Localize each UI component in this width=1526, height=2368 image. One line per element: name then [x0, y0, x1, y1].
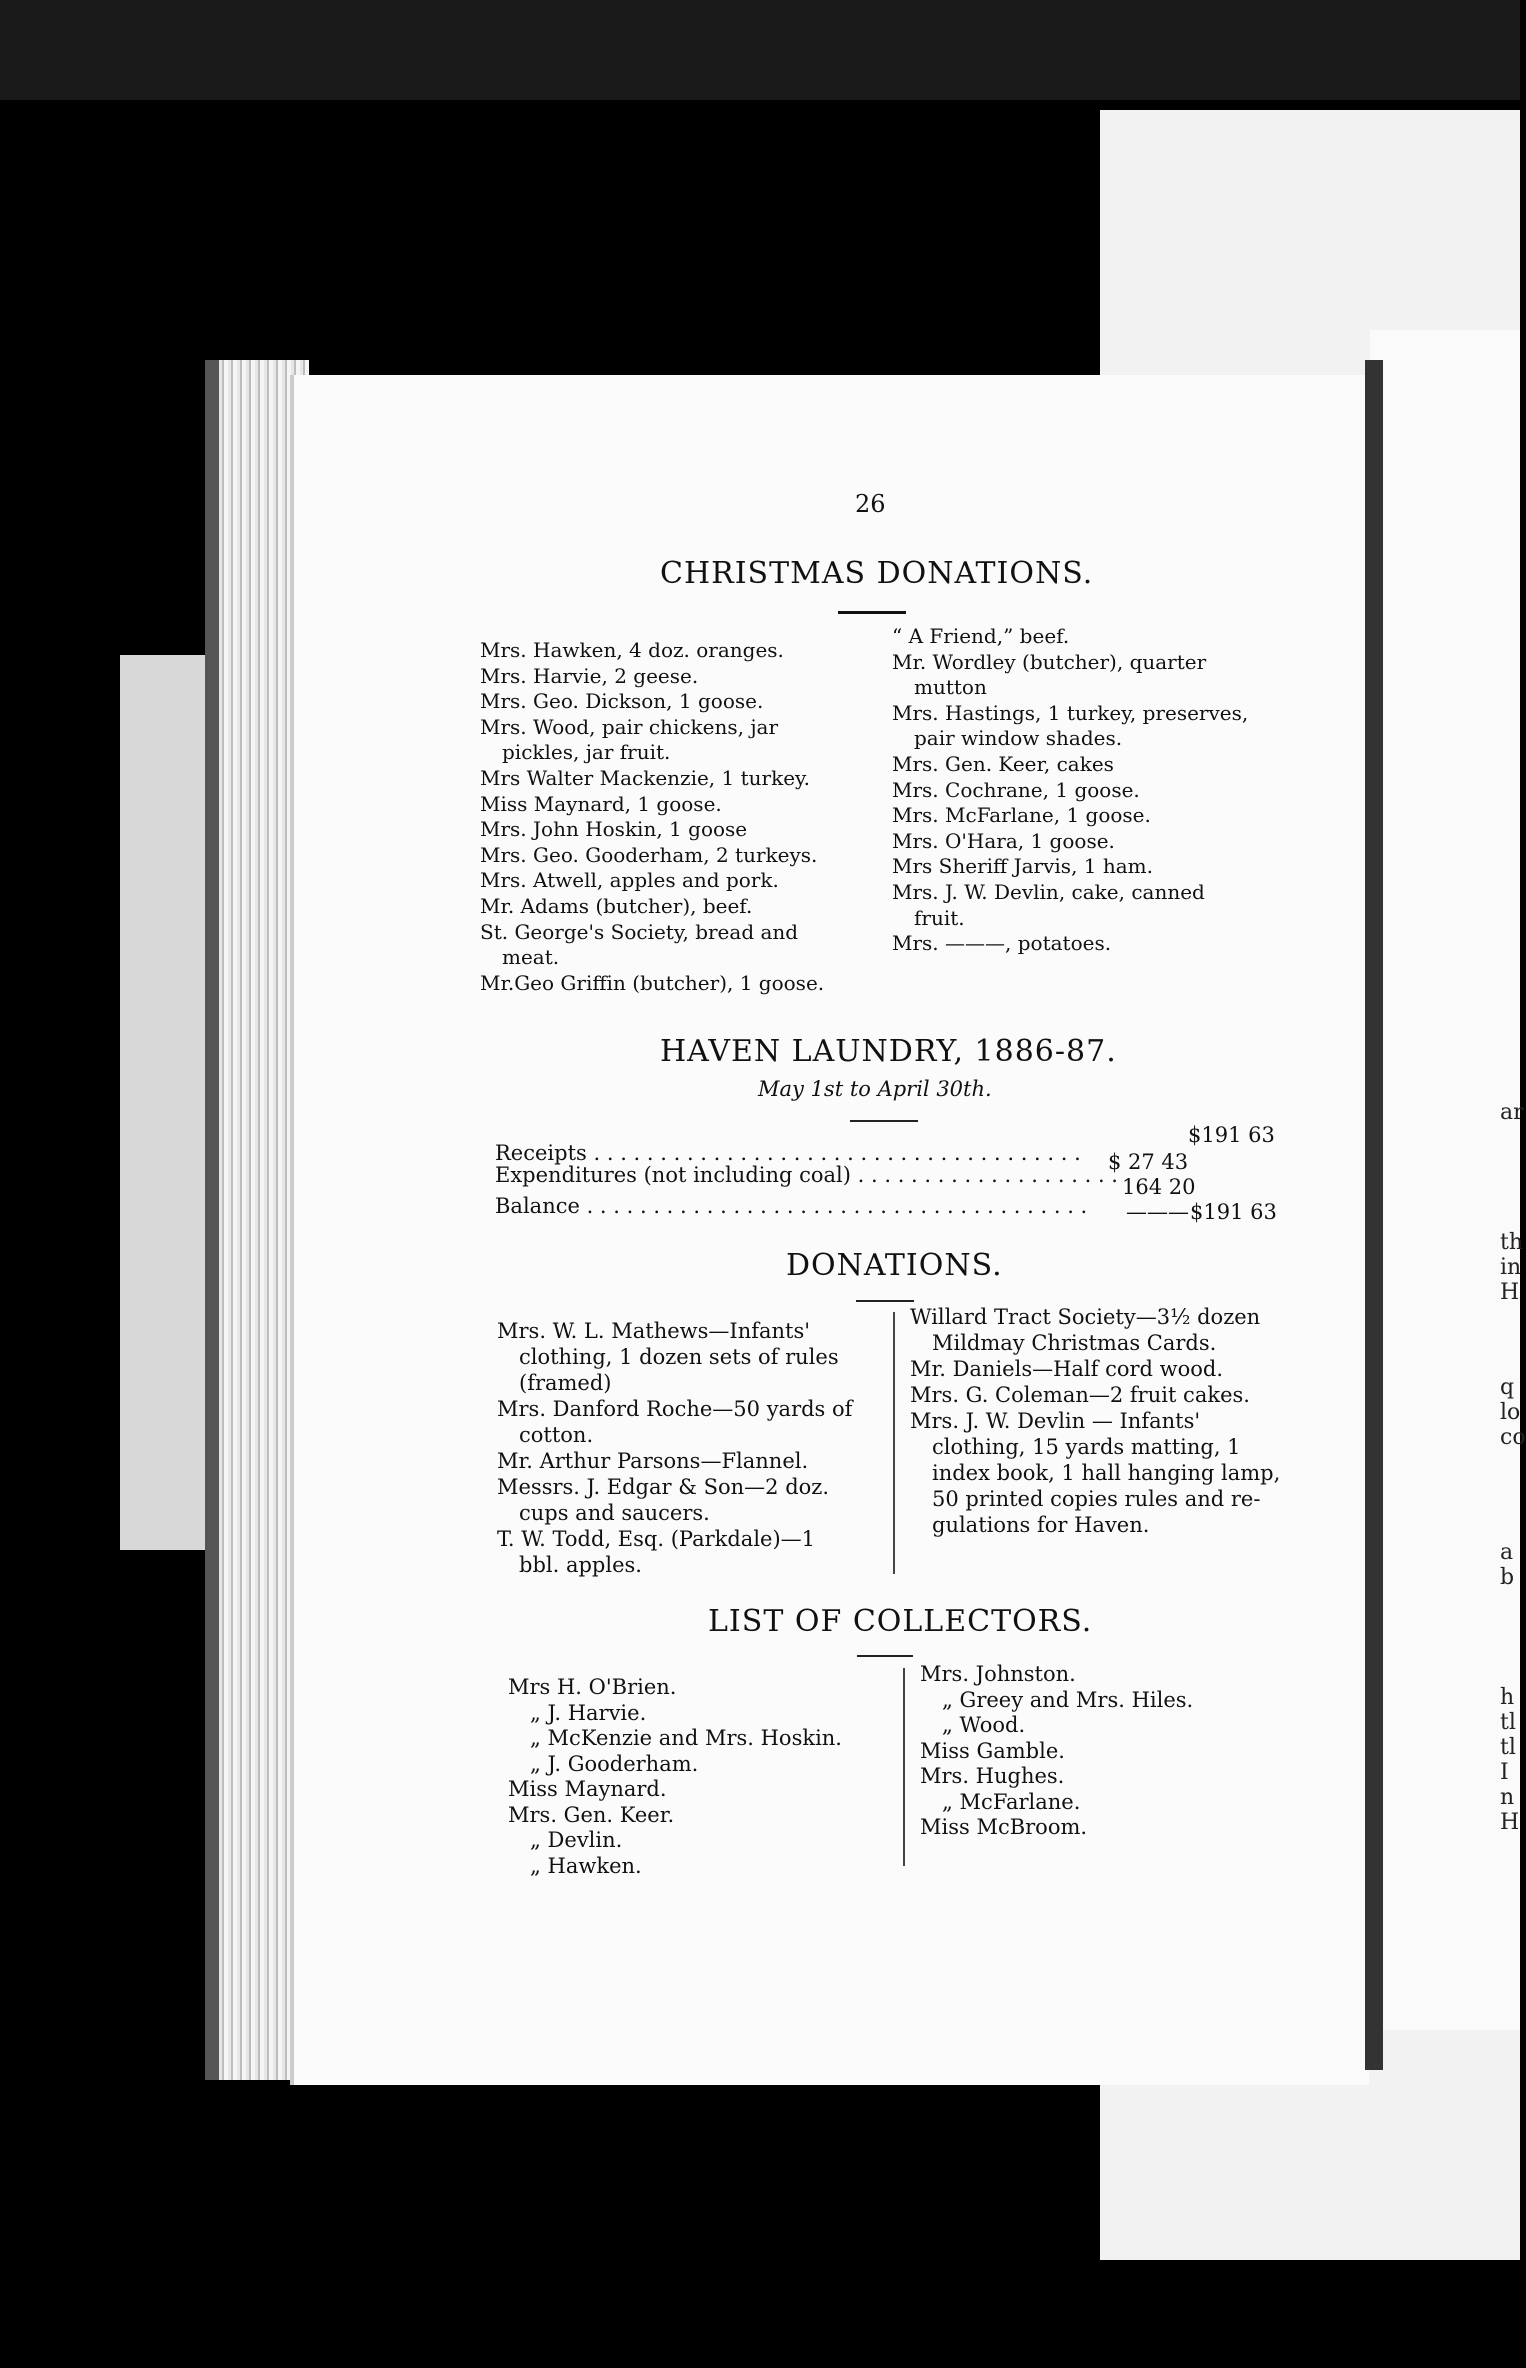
- list-line: mutton: [914, 675, 987, 700]
- list-line: Miss Gamble.: [920, 1738, 1065, 1763]
- title-rule: [857, 1655, 913, 1657]
- list-line: pair window shades.: [914, 726, 1123, 751]
- page-number: 26: [855, 490, 886, 518]
- facing-fragment: n: [1500, 1785, 1515, 1810]
- facing-fragment: h: [1500, 1685, 1515, 1710]
- collectors-title: LIST OF COLLECTORS.: [708, 1604, 1093, 1639]
- laundry-subtitle: May 1st to April 30th.: [758, 1077, 992, 1101]
- list-line: „ J. Gooderham.: [530, 1751, 699, 1776]
- list-line: 50 printed copies rules and re-: [932, 1487, 1261, 1511]
- facing-fragment: b: [1500, 1565, 1515, 1590]
- list-line: Mrs. Geo. Gooderham, 2 turkeys.: [480, 842, 818, 867]
- facing-fragment: lo: [1500, 1400, 1521, 1425]
- list-line: Mrs. Cochrane, 1 goose.: [892, 777, 1140, 802]
- list-line: St. George's Society, bread and: [480, 919, 799, 944]
- christmas-left-column: [480, 638, 824, 996]
- list-line: pickles, jar fruit.: [502, 740, 671, 765]
- title-rule: [856, 1300, 914, 1302]
- list-line: T. W. Todd, Esq. (Parkdale)—1: [497, 1527, 816, 1551]
- column-divider: [893, 1312, 895, 1574]
- list-line: Mrs Walter Mackenzie, 1 turkey.: [480, 765, 811, 790]
- donations-title: DONATIONS.: [786, 1248, 1003, 1283]
- list-line: Mr.Geo Griffin (butcher), 1 goose.: [480, 970, 825, 995]
- list-line: bbl. apples.: [519, 1553, 642, 1577]
- donations-left-column: [497, 1318, 852, 1578]
- list-line: „ McFarlane.: [942, 1789, 1081, 1814]
- facing-fragment: tl: [1500, 1710, 1516, 1735]
- facing-fragment: a: [1500, 1540, 1514, 1565]
- list-line: Mr. Adams (butcher), beef.: [480, 893, 753, 918]
- list-line: Mrs. O'Hara, 1 goose.: [892, 828, 1115, 853]
- list-line: Mr. Arthur Parsons—Flannel.: [497, 1449, 809, 1473]
- title-rule: [838, 611, 906, 614]
- ledger-label: Receipts: [495, 1141, 587, 1165]
- list-line: Mildmay Christmas Cards.: [932, 1331, 1217, 1355]
- ledger-row-balance: Balance . . . . . . . . . . . . . . . . . . . . . . . . . . . . . . . . . . . . . .: [495, 1194, 1088, 1218]
- list-line: Mrs. J. W. Devlin, cake, canned: [892, 879, 1205, 904]
- facing-fragment: co: [1500, 1425, 1526, 1450]
- ledger-label: Balance: [495, 1194, 580, 1218]
- list-line: Mrs. Hughes.: [920, 1764, 1065, 1788]
- facing-fragment: th: [1500, 1230, 1524, 1255]
- list-line: Mrs. Hawken, 4 doz. oranges.: [480, 638, 784, 662]
- subtitle-rule: [850, 1120, 918, 1122]
- donations-right-column: [910, 1304, 1280, 1538]
- list-line: index book, 1 hall hanging lamp,: [932, 1461, 1281, 1485]
- list-line: „ Hawken.: [530, 1853, 642, 1878]
- list-line: Mrs. Johnston.: [920, 1662, 1076, 1686]
- list-line: Miss Maynard.: [508, 1777, 667, 1801]
- list-line: Mrs. Gen. Keer, cakes: [892, 751, 1114, 776]
- list-line: “ A Friend,” beef.: [892, 624, 1070, 648]
- ledger-total: $191 63: [1190, 1200, 1277, 1224]
- list-line: Mrs. McFarlane, 1 goose.: [892, 803, 1151, 828]
- collectors-right-column: [920, 1662, 1193, 1841]
- scan-background-top: [0, 0, 1520, 100]
- list-line: cups and saucers.: [519, 1501, 710, 1525]
- facing-fragment: q: [1500, 1375, 1515, 1400]
- list-line: cotton.: [519, 1423, 594, 1447]
- list-line: clothing, 15 yards matting, 1: [932, 1435, 1241, 1459]
- list-line: „ McKenzie and Mrs. Hoskin.: [530, 1726, 842, 1750]
- list-line: Mrs. Danford Roche—50 yards of: [497, 1397, 853, 1421]
- list-line: Mrs. Geo. Dickson, 1 goose.: [480, 689, 764, 714]
- ledger-label: Expenditures (not including coal): [495, 1163, 851, 1187]
- list-line: fruit.: [914, 905, 965, 930]
- list-line: Messrs. J. Edgar & Son—2 doz.: [497, 1475, 830, 1499]
- facing-fragment: in: [1500, 1255, 1522, 1280]
- christmas-donations-title: CHRISTMAS DONATIONS.: [660, 556, 1094, 591]
- list-line: Mr. Daniels—Half cord wood.: [910, 1357, 1224, 1381]
- list-line: gulations for Haven.: [932, 1513, 1150, 1537]
- christmas-right-column: [892, 624, 1248, 957]
- list-line: Mrs. Hastings, 1 turkey, preserves,: [892, 700, 1249, 725]
- list-line: Mrs. Gen. Keer.: [508, 1802, 675, 1827]
- list-line: „ J. Harvie.: [530, 1700, 647, 1725]
- list-line: Mrs. ———, potatoes.: [892, 931, 1112, 956]
- column-divider: [903, 1668, 905, 1866]
- list-line: Mrs. Harvie, 2 geese.: [480, 663, 699, 688]
- facing-fragment: tl: [1500, 1735, 1516, 1760]
- facing-page-edge: [1370, 330, 1526, 2030]
- facing-fragment: H: [1500, 1810, 1520, 1835]
- facing-fragment: I: [1500, 1760, 1509, 1785]
- list-line: „ Devlin.: [530, 1828, 623, 1852]
- ledger-amount-expenditures: $ 27 43: [1108, 1150, 1189, 1174]
- ledger-row-receipts: Receipts . . . . . . . . . . . . . . . . . . . . . . . . . . . . . . . . . . . . .: [495, 1141, 1081, 1165]
- list-line: Miss McBroom.: [920, 1815, 1088, 1839]
- ledger-row-expenditures: Expenditures (not including coal) . . . . . . . . . . . . . . . . . . . .: [495, 1163, 1118, 1187]
- list-line: Willard Tract Society—3½ dozen: [910, 1305, 1261, 1329]
- list-line: Mr. Wordley (butcher), quarter: [892, 649, 1207, 674]
- list-line: Mrs. G. Coleman—2 fruit cakes.: [910, 1383, 1250, 1407]
- list-line: Miss Maynard, 1 goose.: [480, 791, 722, 816]
- collectors-left-column: [508, 1675, 842, 1879]
- list-line: Mrs H. O'Brien.: [508, 1675, 677, 1699]
- list-line: Mrs. J. W. Devlin — Infants': [910, 1409, 1201, 1433]
- list-line: „ Greey and Mrs. Hiles.: [942, 1687, 1194, 1712]
- page-shadow: [1365, 360, 1383, 2070]
- list-line: Mrs Sheriff Jarvis, 1 ham.: [892, 854, 1153, 879]
- list-line: clothing, 1 dozen sets of rules: [519, 1345, 839, 1369]
- ledger-amount-receipts: $191 63: [1188, 1123, 1275, 1147]
- list-line: „ Wood.: [942, 1713, 1026, 1737]
- list-line: Mrs. Wood, pair chickens, jar: [480, 714, 779, 739]
- ledger-total-dash: ———: [1126, 1200, 1189, 1224]
- laundry-title: HAVEN LAUNDRY, 1886-87.: [660, 1034, 1117, 1069]
- facing-fragment: ar: [1500, 1100, 1524, 1125]
- list-line: (framed): [519, 1371, 612, 1395]
- list-line: meat.: [502, 945, 560, 970]
- ledger-amount-balance: 164 20: [1122, 1175, 1196, 1199]
- list-line: Mrs. W. L. Mathews—Infants': [497, 1319, 811, 1343]
- facing-fragment: H: [1500, 1280, 1520, 1305]
- list-line: Mrs. Atwell, apples and pork.: [480, 868, 779, 893]
- list-line: Mrs. John Hoskin, 1 goose: [480, 817, 748, 842]
